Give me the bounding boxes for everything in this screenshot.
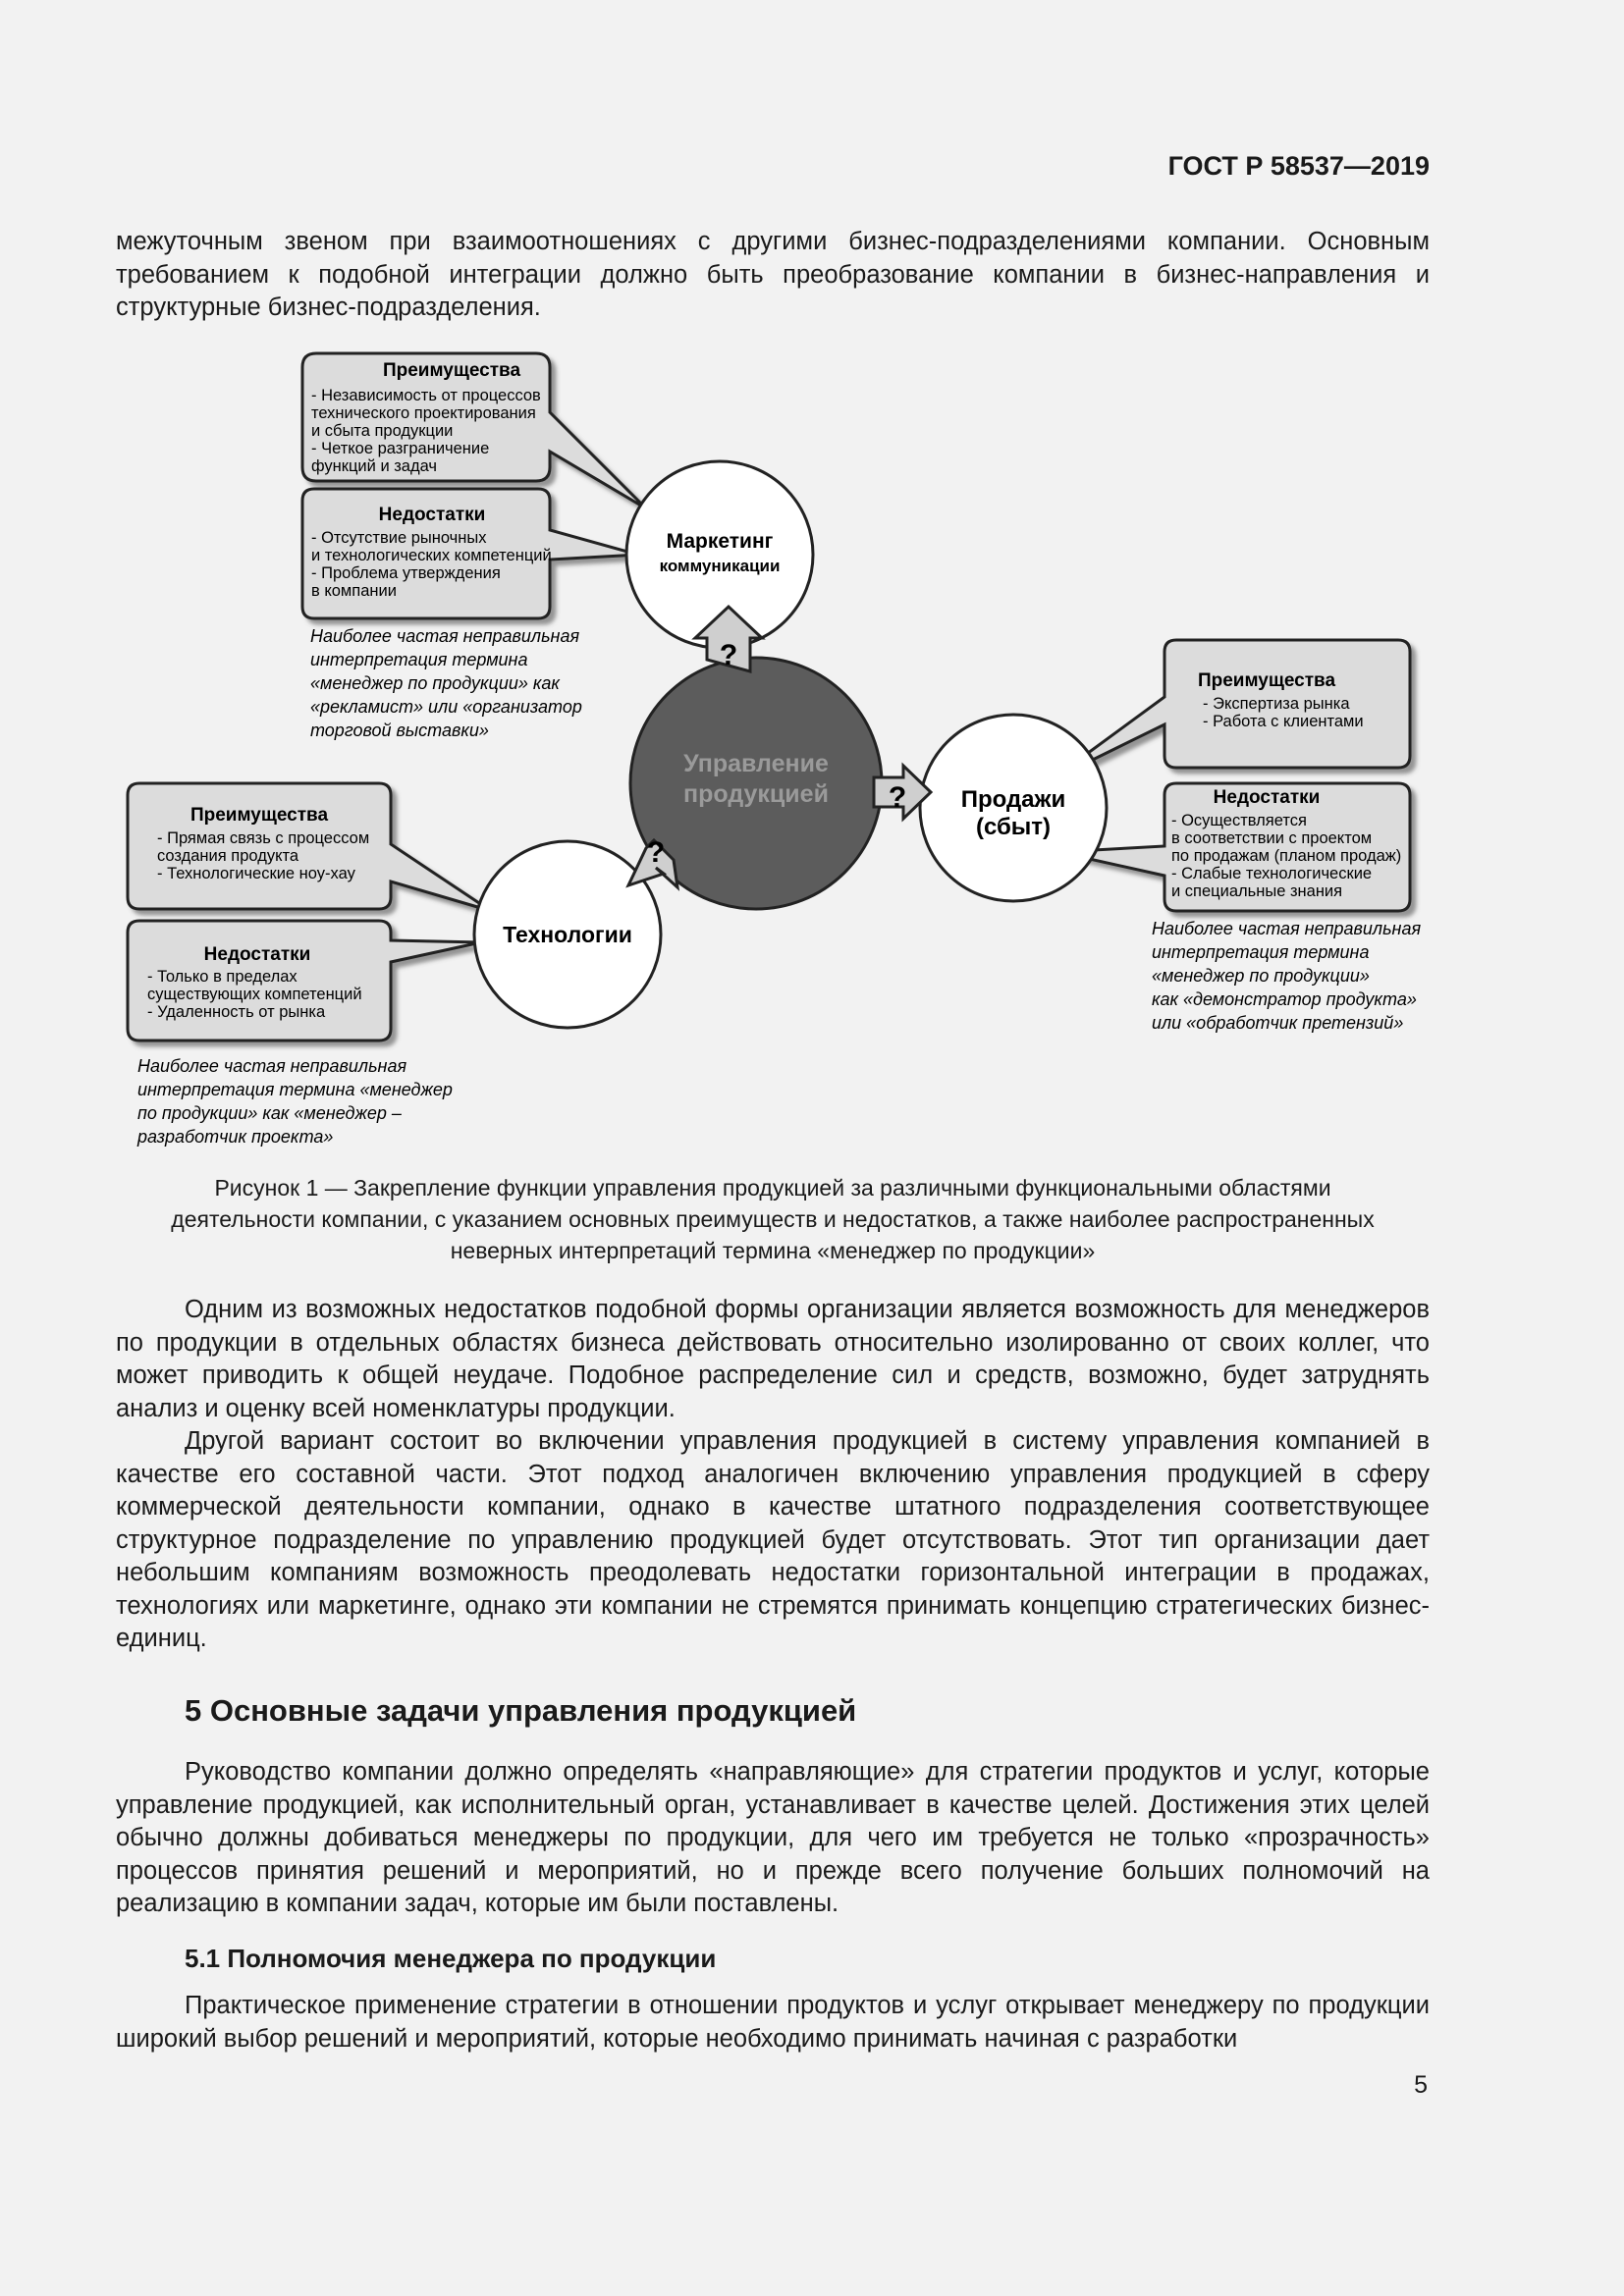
technology-note xyxy=(136,1056,453,1147)
svg-text:интерпретация термина: интерпретация термина xyxy=(1152,942,1370,962)
section-5-paragraph: Руководство компании должно определять «направляющие» для стратегии продуктов и услуг, которые управление продукцией, как исполнительный орган, устанавливает в качестве целей. Достижения этих целей обычно должны добиваться менеджеры по продукции, для чего им требуется не только «прозрачность» процессов принятия решений и мероприятий, но и прежде всего получение больших полномочий на реализацию в компании задач, которые им были поставлены. xyxy=(116,1758,1430,1917)
svg-text:«менеджер по продукции» как: «менеджер по продукции» как xyxy=(310,673,560,693)
technology-advantages-item: - Технологические ноу-хау xyxy=(157,865,355,882)
marketing-advantages-item: технического проектирования xyxy=(311,404,536,422)
figure-caption: Рисунок 1 — Закрепление функции управления продукцией за различными функциональными областями деятельности компании, с указанием основных преимуществ и недостатков, а также наиболее распространенных неверных интерпретаций термина «менеджер по продукции» xyxy=(171,1175,1375,1263)
section-5-1-text xyxy=(116,1990,1430,2056)
marketing-note xyxy=(310,626,582,740)
technology-advantages-callout xyxy=(128,783,491,911)
sales-note xyxy=(1152,919,1421,1033)
sales-disadvantages-item: и специальные знания xyxy=(1171,882,1343,900)
question-mark-icon: ? xyxy=(646,836,666,869)
svg-text:продукцией: продукцией xyxy=(683,780,829,808)
svg-text:Маркетинг: Маркетинг xyxy=(666,530,774,553)
technology-disadvantages-title: Недостатки xyxy=(203,944,311,965)
technology-disadvantages-item: существующих компетенций xyxy=(147,986,362,1003)
sales-advantages-item: - Экспертиза рынка xyxy=(1203,695,1350,713)
sales-disadvantages-item: - Слабые технологические xyxy=(1171,865,1373,882)
svg-text:по продукции» как «менеджер –: по продукции» как «менеджер – xyxy=(137,1103,402,1123)
svg-text:коммуникации: коммуникации xyxy=(659,557,781,575)
section-5-1-paragraph: Практическое применение стратегии в отношении продуктов и услуг открывает менеджеру по продукции широкий выбор решений и мероприятий, которые необходимо принимать начиная с разработки xyxy=(116,1992,1430,2053)
svg-text:интерпретация термина «менедже: интерпретация термина «менеджер xyxy=(137,1080,453,1099)
sales-advantages-callout xyxy=(1051,640,1410,780)
sales-disadvantages-callout xyxy=(1058,783,1410,911)
svg-text:Наиболее частая неправильная: Наиболее частая неправильная xyxy=(1152,919,1422,938)
question-mark-icon: ? xyxy=(888,781,907,814)
sales-disadvantages-item: - Осуществляется xyxy=(1171,812,1307,829)
marketing-advantages-item: функций и задач xyxy=(311,457,438,475)
sales-disadvantages-item: в соответствии с проектом xyxy=(1171,829,1373,847)
svg-text:«рекламист» или «организатор: «рекламист» или «организатор xyxy=(310,697,582,717)
marketing-advantages-callout xyxy=(302,353,648,510)
svg-text:торговой выставки»: торговой выставки» xyxy=(310,721,489,740)
svg-text:разработчик проекта»: разработчик проекта» xyxy=(137,1127,334,1147)
marketing-advantages-title: Преимущества xyxy=(382,360,521,381)
section-5-1-heading: 5.1 Полномочия менеджера по продукции xyxy=(185,1944,717,1973)
document-standard-number: ГОСТ Р 58537—2019 xyxy=(1167,151,1430,181)
svg-text:Продажи: Продажи xyxy=(960,786,1066,813)
sales-circle xyxy=(920,715,1107,901)
svg-text:или «обработчик претензий»: или «обработчик претензий» xyxy=(1152,1013,1404,1033)
marketing-advantages-item: - Четкое разграничение xyxy=(311,440,490,457)
sales-disadvantages-item: по продажам (планом продаж) xyxy=(1171,847,1402,865)
question-mark-icon: ? xyxy=(719,639,738,671)
sales-advantages-title: Преимущества xyxy=(1197,670,1336,691)
page-number: 5 xyxy=(1414,2071,1428,2099)
intro-paragraph: межуточным звеном при взаимоотношениях с другими бизнес-подразделениями компании. Основным требованием к подобной интеграции должно быть преобразование компании в бизнес-направления и структурные бизнес-подразделения. xyxy=(116,228,1430,321)
sales-disadvantages-title: Недостатки xyxy=(1213,787,1321,808)
marketing-advantages-item: и сбыта продукции xyxy=(311,422,454,440)
sales-advantages-item: - Работа с клиентами xyxy=(1203,713,1364,730)
technology-disadvantages-callout xyxy=(128,921,481,1041)
svg-text:интерпретация термина: интерпретация термина xyxy=(310,650,528,669)
marketing-disadvantages-item: в компании xyxy=(311,582,397,600)
section-5-heading: 5 Основные задачи управления продукцией xyxy=(185,1693,857,1728)
svg-text:Технологии: Технологии xyxy=(503,922,632,947)
svg-text:(сбыт): (сбыт) xyxy=(975,814,1052,840)
technology-circle xyxy=(474,841,661,1028)
body-paragraph: Другой вариант состоит во включении управления продукцией в систему управления компанией в качестве его составной части. Этот подход аналогичен включению управления продукцией в сферу коммерческой деятельности компании, однако в качестве штатного подразделения соответствующее структурное подразделение по управлению продукцией будет отсутствовать. Этот тип организации дает небольшим компаниям возможность преодолевать недостатки горизонтальной интеграции в продажах, технологиях или маркетинге, однако эти компании не стремятся принимать концепцию стратегических бизнес-единиц. xyxy=(116,1427,1430,1652)
svg-text:Наиболее частая неправильная: Наиболее частая неправильная xyxy=(137,1056,407,1076)
marketing-disadvantages-callout xyxy=(302,489,638,618)
marketing-disadvantages-item: - Проблема утверждения xyxy=(311,564,501,582)
section-5-text xyxy=(116,1756,1430,1921)
svg-text:Наиболее частая неправильная: Наиболее частая неправильная xyxy=(310,626,580,646)
svg-text:«менеджер по продукции»: «менеджер по продукции» xyxy=(1152,966,1370,986)
body-paragraph: Одним из возможных недостатков подобной формы организации является возможность для менеджеров по продукции в отдельных областях бизнеса действовать относительно изолированно от своих коллег, что может приводить к общей неудаче. Подобное распределение сил и средств, возможно, будет затруднять анализ и оценку всей номенклатуры продукции. xyxy=(116,1296,1430,1422)
technology-disadvantages-item: - Только в пределах xyxy=(147,968,298,986)
marketing-disadvantages-item: - Отсутствие рыночных xyxy=(311,529,487,547)
technology-advantages-item: - Прямая связь с процессом xyxy=(157,829,370,847)
technology-advantages-item: создания продукта xyxy=(157,847,299,865)
svg-text:Управление: Управление xyxy=(683,750,829,777)
marketing-disadvantages-item: и технологических компетенций xyxy=(311,547,552,564)
svg-text:как «демонстратор продукта»: как «демонстратор продукта» xyxy=(1152,989,1417,1009)
body-text xyxy=(116,1294,1430,1656)
technology-disadvantages-item: - Удаленность от рынка xyxy=(147,1003,326,1021)
marketing-advantages-item: - Независимость от процессов xyxy=(311,387,541,404)
marketing-disadvantages-title: Недостатки xyxy=(378,505,486,525)
technology-advantages-title: Преимущества xyxy=(189,805,329,826)
